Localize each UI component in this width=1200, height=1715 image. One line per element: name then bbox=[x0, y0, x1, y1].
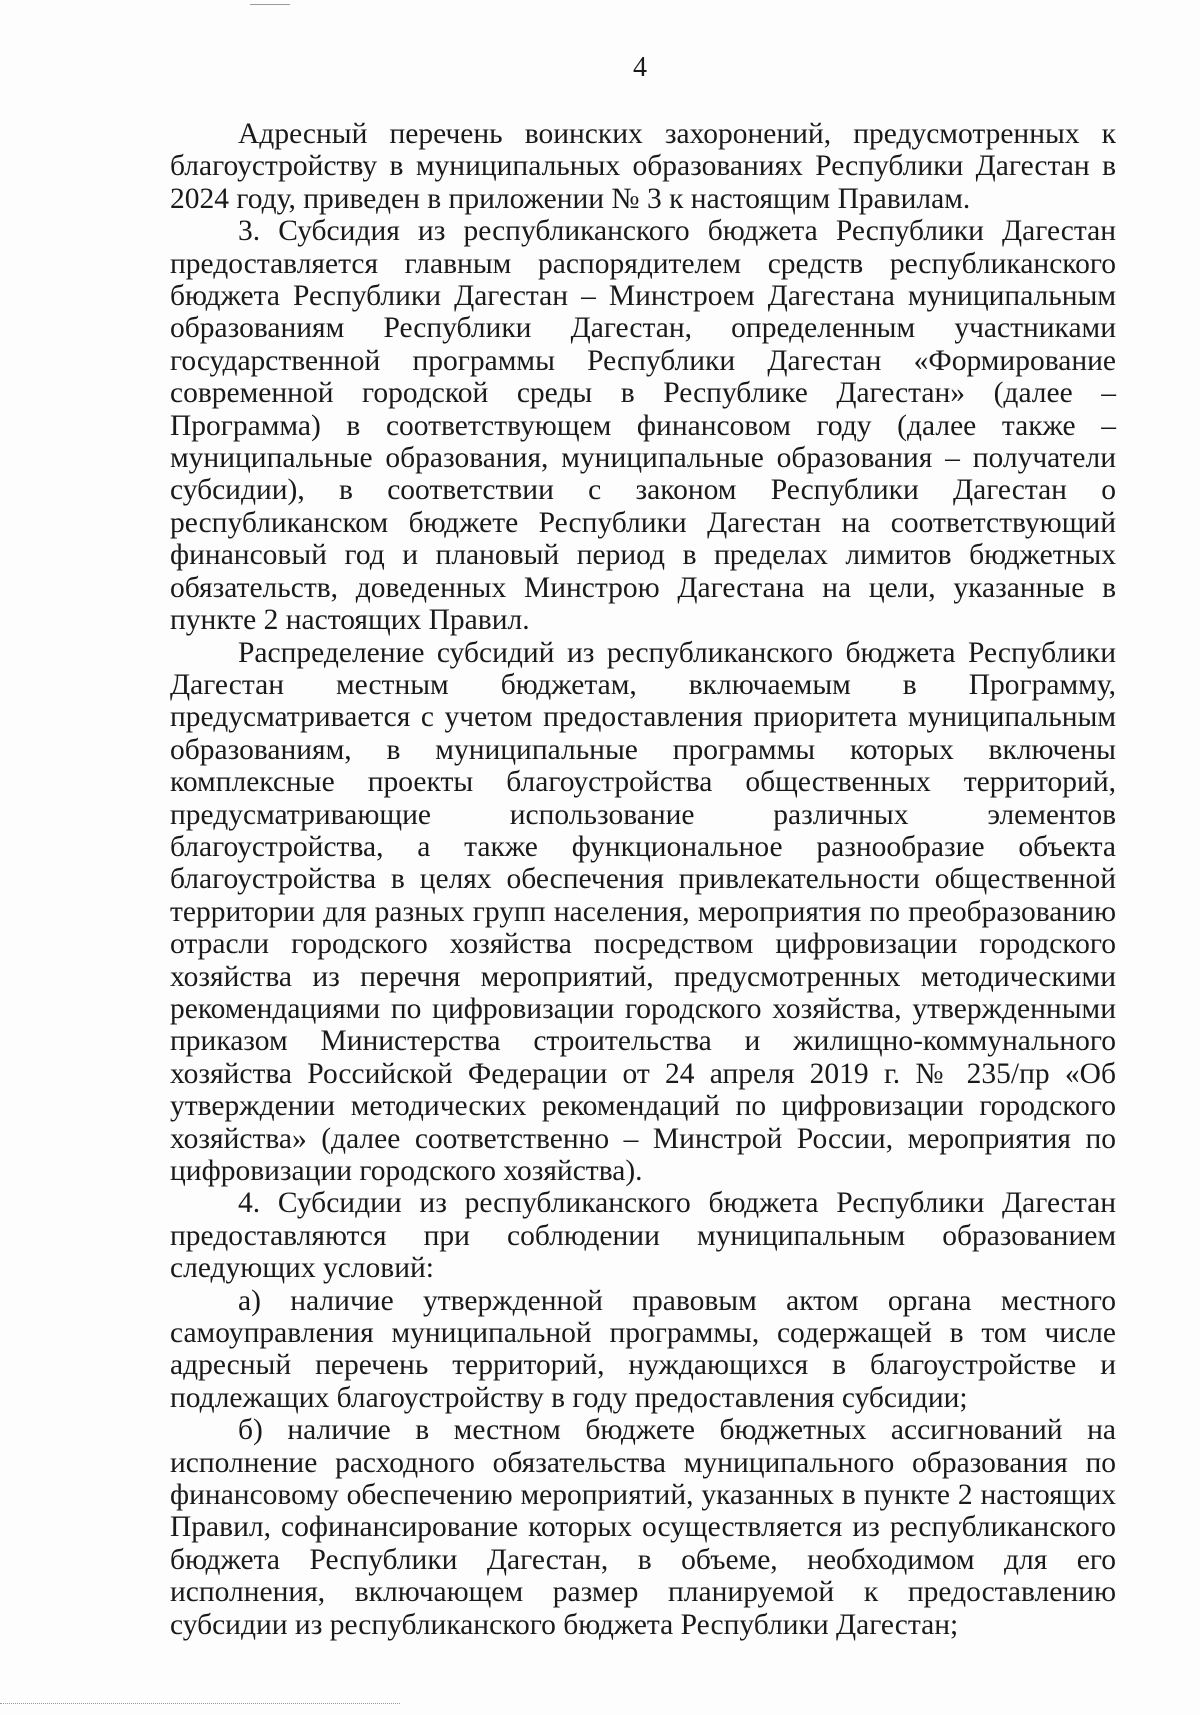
paragraph-condition-b: б) наличие в местном бюджете бюджетных ассигнований на исполнение расходного обязательства муниципального образования по финансовому обеспечению мероприятий, указанных в пункте 2 настоящих Правил, софинансирование которых осуществляется из республиканского бюджета Республики Дагестан, в объеме, необходимом для его исполнения, включающем размер планируемой к предоставлению субсидии из республиканского бюджета Республики Дагестан; bbox=[170, 1414, 1116, 1641]
scan-artifact-bottom bbox=[0, 1703, 400, 1705]
document-body bbox=[170, 118, 1116, 1641]
scan-artifact-top bbox=[250, 4, 290, 7]
paragraph-distribution: Распределение субсидий из республиканского бюджета Республики Дагестан местным бюджетам, включаемым в Программу, предусматривается с учетом предоставления приоритета муниципальным образованиям, в муниципальные программы которых включены комплексные проекты благоустройства общественных территорий, предусматривающие использование различных элементов благоустройства, а также функциональное разнообразие объекта благоустройства в целях обеспечения привлекательности общественной территории для разных групп населения, мероприятия по преобразованию отрасли городского хозяйства посредством цифровизации городского хозяйства из перечня мероприятий, предусмотренных методическими рекомендациями по цифровизации городского хозяйства, утвержденными приказом Министерства строительства и жилищно-коммунального хозяйства Российской Федерации от 24 апреля 2019 г. № 235/пр «Об утверждении методических рекомендаций по цифровизации городского хозяйства» (далее соответственно – Минстрой России, мероприятия по цифровизации городского хозяйства). bbox=[170, 636, 1116, 1187]
paragraph-section-3: 3. Субсидия из республиканского бюджета Республики Дагестан предоставляется главным распорядителем средств республиканского бюджета Республики Дагестан – Минстроем Дагестана муниципальным образованиям Республики Дагестан, определенным участниками государственной программы Республики Дагестан «Формирование современной городской среды в Республике Дагестан» (далее – Программа) в соответствующем финансовом году (далее также – муниципальные образования, муниципальные образования – получатели субсидии), в соответствии с законом Республики Дагестан о республиканском бюджете Республики Дагестан на соответствующий финансовый год и плановый период в пределах лимитов бюджетных обязательств, доведенных Минстрою Дагестана на цели, указанные в пункте 2 настоящих Правил. bbox=[170, 215, 1116, 637]
page-number: 4 bbox=[633, 52, 647, 83]
paragraph-burial-list: Адресный перечень воинских захоронений, предусмотренных к благоустройству в муниципальных образованиях Республики Дагестан в 2024 году, приведен в приложении № 3 к настоящим Правилам. bbox=[170, 118, 1116, 215]
paragraph-section-4: 4. Субсидии из республиканского бюджета Республики Дагестан предоставляются при соблюдении муниципальным образованием следующих условий: bbox=[170, 1187, 1116, 1285]
paragraph-condition-a: а) наличие утвержденной правовым актом органа местного самоуправления муниципальной программы, содержащей в том числе адресный перечень территорий, нуждающихся в благоустройстве и подлежащих благоустройству в году предоставления субсидии; bbox=[170, 1284, 1116, 1414]
